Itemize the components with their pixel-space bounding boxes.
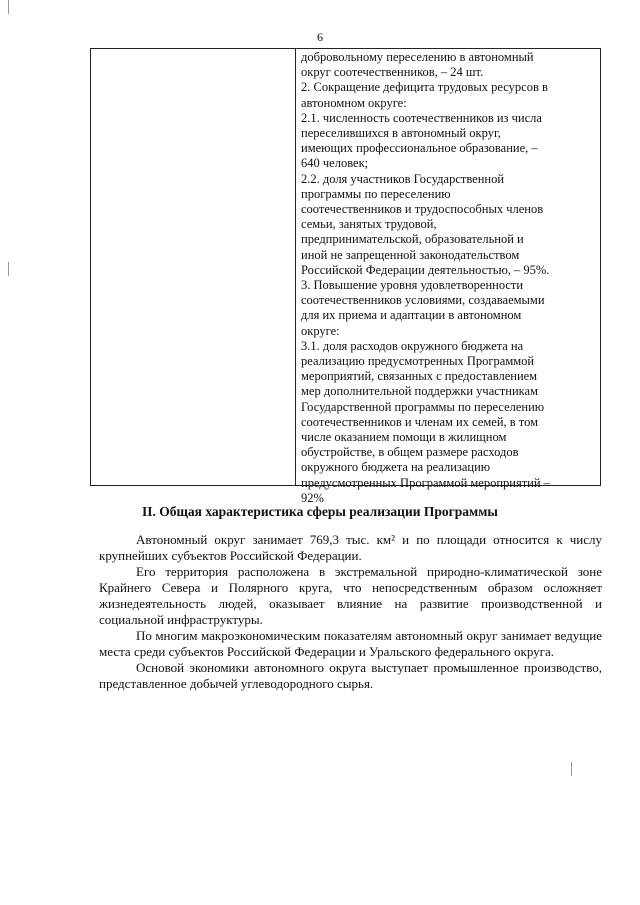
table-line: для их приема и адаптации в автономном: [301, 308, 522, 323]
table-line: 640 человек;: [301, 156, 369, 171]
table-line: добровольному переселению в автономный: [301, 50, 534, 64]
scan-artifact-right-bottom: [571, 762, 572, 776]
table-line: мер дополнительной поддержки участникам: [301, 384, 538, 399]
scan-artifact-left-top: [8, 0, 9, 14]
table-line: автономном округе:: [301, 95, 407, 110]
table-line: соотечественников и членам их семей, в том: [301, 414, 539, 429]
table-line: 2.2. доля участников Государственной: [301, 171, 505, 186]
table-line: 92%: [301, 490, 324, 505]
table-line: соотечественников условиями, создаваемыми: [301, 293, 545, 308]
table-line: 2.1. численность соотечественников из числа: [301, 110, 542, 125]
table-line: Государственной программы по переселению: [301, 399, 545, 414]
table-line: предусмотренных Программой мероприятий –: [301, 475, 550, 490]
section-body: [99, 532, 602, 692]
table-line: переселившихся в автономный округ,: [301, 126, 501, 141]
paragraph-territory: Его территория расположена в экстремальной природно-климатической зоне Крайнего Севера и Полярного круга, что непосредственным образом осложняет жизнедеятельность людей, оказывает влияние на развитие производственной и социальной инфраструктуры.: [99, 564, 602, 627]
table-line: округ соотечественников, – 24 шт.: [301, 65, 484, 80]
table-line: 3.1. доля расходов окружного бюджета на: [301, 338, 524, 353]
page-number: 6: [317, 30, 323, 44]
table-right-cell: [296, 49, 600, 505]
paragraph-area: Автономный округ занимает 769,3 тыс. км² и по площади относится к числу крупнейших субъектов Российской Федерации.: [99, 532, 602, 563]
paragraph-economy-basis: Основой экономики автономного округа выступает промышленное производство, представленное добычей углеводородного сырья.: [99, 660, 602, 691]
table-line: имеющих профессиональное образование, –: [301, 141, 538, 156]
indicators-table: [90, 48, 601, 505]
section-heading: II. Общая характеристика сферы реализации Программы: [142, 504, 498, 519]
table-line: предпринимательской, образовательной и: [301, 232, 524, 247]
table-line: семьи, занятых трудовой,: [301, 217, 437, 232]
table-line: округе:: [301, 323, 340, 338]
paragraph-macroeconomics: По многим макроэкономическим показателям автономный округ занимает ведущие места среди субъектов Российской Федерации и Уральского федерального округа.: [99, 628, 602, 659]
scan-artifact-left-middle: [8, 262, 9, 276]
table-line: соотечественников и трудоспособных членов: [301, 202, 544, 217]
table-line: программы по переселению: [301, 186, 451, 201]
table-line: 2. Сокращение дефицита трудовых ресурсов в: [301, 80, 548, 95]
table-line: 3. Повышение уровня удовлетворенности: [301, 278, 524, 293]
table-left-cell: [91, 49, 296, 485]
table-line: Российской Федерации деятельностью, – 95%.: [301, 262, 550, 277]
table-line: обустройстве, в общем размере расходов: [301, 445, 519, 460]
table-line: иной не запрещенной законодательством: [301, 247, 520, 262]
table-line: числе оказанием помощи в жилищном: [301, 430, 507, 445]
table-line: реализацию предусмотренных Программой: [301, 354, 535, 369]
table-line: окружного бюджета на реализацию: [301, 460, 491, 475]
table-line: мероприятий, связанных с предоставлением: [301, 369, 538, 384]
